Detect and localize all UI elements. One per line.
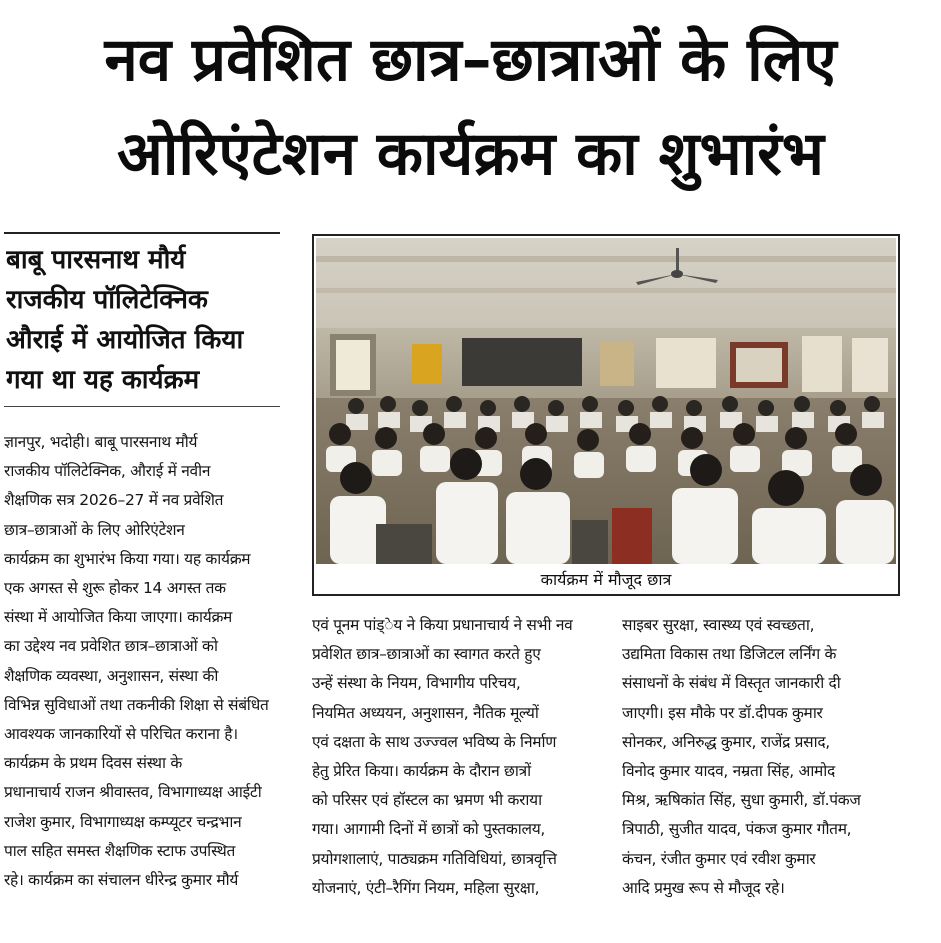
article-column-1 [4, 428, 286, 895]
subheadline-line: बाबू पारसनाथ मौर्य [6, 245, 186, 275]
article-line: प्रयोगशालाएं, पाठ्यक्रम गतिविधियां, छात्रवृत्ति [312, 849, 557, 868]
article-line: संसाधनों के संबंध में विस्तृत जानकारी दी [622, 674, 841, 693]
article-line: हेतु प्रेरित किया। कार्यक्रम के दौरान छात्रों [312, 762, 531, 781]
article-line: राजकीय पॉलिटेक्निक, औराई में नवीन [4, 462, 211, 481]
article-line: उन्हें संस्था के नियम, विभागीय परिचय, [312, 674, 521, 693]
article-column-2 [312, 611, 604, 903]
article-line: एवं दक्षता के साथ उज्ज्वल भविष्य के निर्माण [312, 732, 557, 751]
article-line: साइबर सुरक्षा, स्वास्थ्य एवं स्वच्छता, [622, 616, 815, 634]
subheadline-line: गया था यह कार्यक्रम [6, 365, 200, 395]
article-line: प्रवेशित छात्र–छात्राओं का स्वागत करते हुए [312, 645, 541, 664]
article-line: कार्यक्रम का शुभारंभ किया गया। यह कार्यक्रम [4, 549, 251, 568]
article-column-3 [622, 611, 922, 903]
headline-line-1: नव प्रवेशित छात्र–छात्राओं के लिए [104, 25, 837, 95]
article-line: विभिन्न सुविधाओं तथा तकनीकी शिक्षा से संबंधित [4, 695, 269, 714]
article-line: पाल सहित समस्त शैक्षणिक स्टाफ उपस्थित [4, 841, 235, 860]
subheadline [6, 240, 282, 400]
article-line: जाएगी। इस मौके पर डॉ.दीपक कुमार [622, 703, 823, 722]
article-line: आदि प्रमुख रूप से मौजूद रहे। [622, 878, 785, 897]
article-line: मिश्र, ऋषिकांत सिंह, सुधा कुमारी, डॉ.पंकज [622, 791, 861, 810]
auditorium-photo [316, 238, 896, 564]
headline-line-2: ओरिएंटेशन कार्यक्रम का शुभारंभ [117, 119, 824, 189]
photo-caption: कार्यक्रम में मौजूद छात्र [540, 570, 672, 589]
article-line: सोनकर, अनिरुद्ध कुमार, राजेंद्र प्रसाद, [622, 732, 830, 751]
article-line: एवं पूनम पांड्ेय ने किया प्रधानाचार्य ने सभी नव [312, 616, 573, 634]
article-line: विनोद कुमार यादव, नम्रता सिंह, आमोद [622, 762, 835, 781]
article-line: नियमित अध्ययन, अनुशासन, नैतिक मूल्यों [312, 703, 539, 722]
article-line: एक अगस्त से शुरू होकर 14 अगस्त तक [4, 579, 226, 598]
article-line: योजनाएं, एंटी–रैगिंग नियम, महिला सुरक्षा, [312, 878, 540, 897]
article-line: गया। आगामी दिनों में छात्रों को पुस्तकालय, [312, 820, 546, 839]
article-line: को परिसर एवं हॉस्टल का भ्रमण भी कराया [312, 791, 542, 810]
subhead-bottom-rule [4, 406, 280, 407]
article-line: रहे। कार्यक्रम का संचालन धीरेन्द्र कुमार मौर्य [4, 871, 239, 890]
subheadline-line: राजकीय पॉलिटेक्निक [6, 285, 208, 315]
subheadline-line: औराई में आयोजित किया [6, 325, 244, 355]
article-line: उद्यमिता विकास तथा डिजिटल लर्निंग के [622, 645, 837, 664]
article-line: का उद्देश्य नव प्रवेशित छात्र–छात्राओं को [4, 637, 218, 656]
article-line: राजेश कुमार, विभागाध्यक्ष कम्प्यूटर चन्द्रभान [4, 812, 242, 831]
article-line: शैक्षणिक व्यवस्था, अनुशासन, संस्था की [4, 666, 219, 685]
article-line: प्रधानाचार्य राजन श्रीवास्तव, विभागाध्यक्ष आईटी [4, 783, 262, 802]
article-line: शैक्षणिक सत्र 2026–27 में नव प्रवेशित [4, 491, 224, 510]
article-line: कंचन, रंजीत कुमार एवं रवीश कुमार [622, 849, 816, 868]
article-line: कार्यक्रम के प्रथम दिवस संस्था के [4, 754, 182, 773]
subhead-top-rule [4, 232, 280, 234]
article-line: त्रिपाठी, सुजीत यादव, पंकज कुमार गौतम, [622, 820, 852, 839]
article-line: संस्था में आयोजित किया जाएगा। कार्यक्रम [4, 608, 233, 627]
article-line: ज्ञानपुर, भदोही। बाबू पारसनाथ मौर्य [4, 433, 198, 451]
article-line: आवश्यक जानकारियों से परिचित कराना है। [4, 725, 238, 744]
article-line: छात्र–छात्राओं के लिए ओरिएंटेशन [4, 520, 185, 539]
news-photo-frame [312, 234, 900, 596]
